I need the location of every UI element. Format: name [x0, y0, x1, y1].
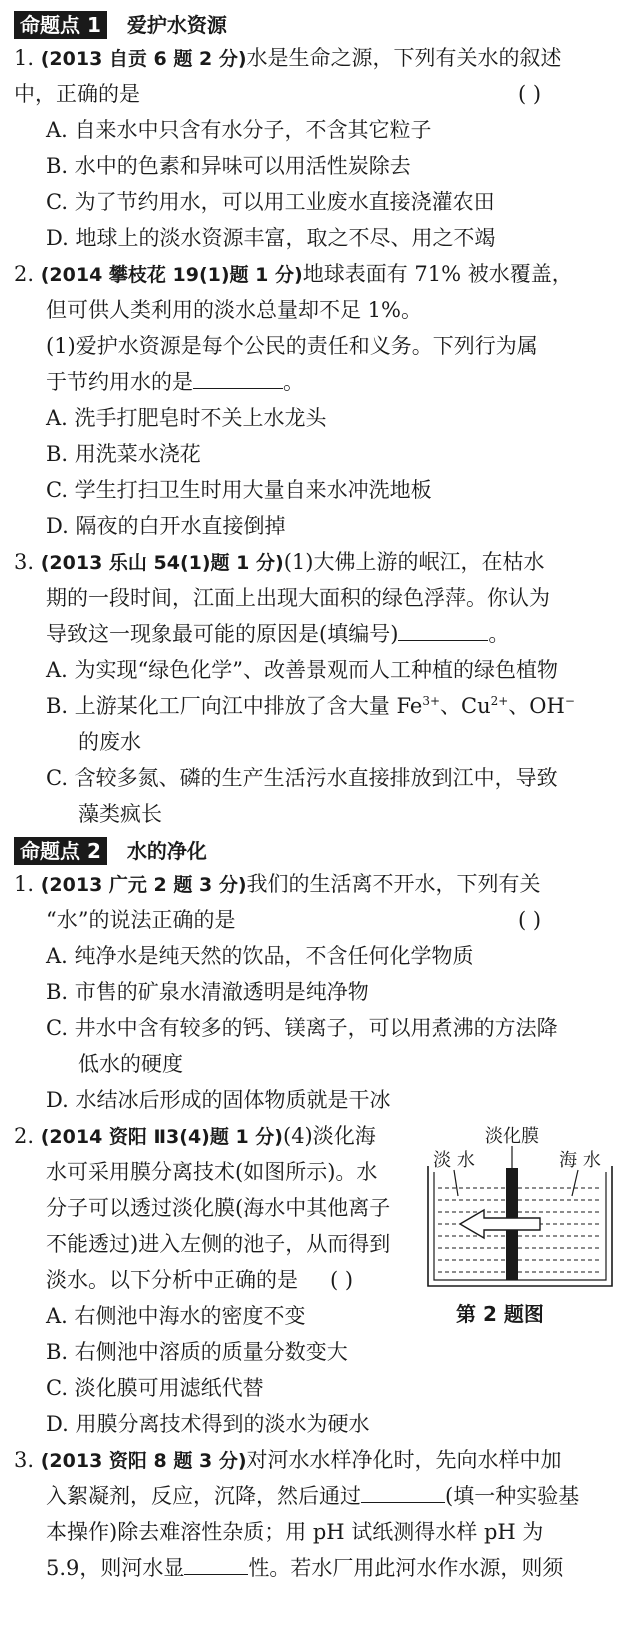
- answer-parentheses: ( ): [330, 1268, 354, 1292]
- question-source: (2014 攀枝花 19(1)题 1 分): [40, 264, 303, 286]
- question-stem-line: 分子可以透过淡化膜(海水中其他离子: [46, 1196, 391, 1220]
- option-text: 、OH: [508, 694, 565, 718]
- question-stem: (1)大佛上游的岷江，在枯水: [283, 550, 545, 574]
- option-a: A. 洗手打肥皂时不关上水龙头: [46, 406, 327, 430]
- question-number: 1.: [14, 46, 35, 70]
- question-number: 3.: [14, 1448, 35, 1472]
- membrane-diagram-svg: [420, 1126, 620, 1291]
- question-stem-line: [14, 76, 140, 112]
- question-stem: 中，正确的是: [14, 82, 140, 106]
- question-stem: 地球表面有 71% 被水覆盖，: [302, 262, 573, 286]
- option-a: A. 为实现“绿色化学”、改善景观而人工种植的绿色植物: [46, 658, 558, 682]
- option-c-continued: 藻类疯长: [78, 802, 162, 826]
- question-stem: (4)淡化海: [283, 1124, 376, 1148]
- question-stem-line: [14, 866, 541, 902]
- section-badge: 命题点 2: [14, 837, 107, 865]
- option-d: D. 水结冰后形成的固体物质就是干冰: [46, 1088, 391, 1112]
- figure-label-fresh-water: 淡 水: [433, 1150, 475, 1171]
- question-source: (2013 乐山 54(1)题 1 分): [40, 552, 284, 574]
- option-d: D. 地球上的淡水资源丰富，取之不尽、用之不竭: [46, 226, 496, 250]
- ion-charge: 2+: [490, 694, 509, 708]
- question-stem-line: 但可供人类利用的淡水总量却不足 1%。: [46, 298, 422, 322]
- figure-label-membrane: 淡化膜: [485, 1126, 539, 1147]
- question-stem-line: [46, 1478, 579, 1514]
- option-a: A. 自来水中只含有水分子，不含其它粒子: [46, 118, 432, 142]
- leader-line: [572, 1170, 578, 1196]
- option-b-continued: 的废水: [78, 730, 141, 754]
- question-source: (2013 广元 2 题 3 分): [40, 874, 247, 896]
- option-c: C. 含较多氮、磷的生产生活污水直接排放到江中，导致: [46, 766, 558, 790]
- question-stem-line: 期的一段时间，江面上出现大面积的绿色浮萍。你认为: [46, 586, 550, 610]
- question-source: (2013 自贡 6 题 2 分): [40, 48, 247, 70]
- question-stem: 我们的生活离不开水，下列有关: [246, 872, 541, 896]
- section-header-1: [14, 8, 227, 38]
- question-stem-line: [14, 40, 562, 76]
- question-stem-line: [14, 1118, 376, 1154]
- section-header-2: [14, 834, 207, 864]
- question-stem-line: [14, 1442, 562, 1478]
- question-stem-line: 水可采用膜分离技术(如图所示)。水: [46, 1160, 378, 1184]
- answer-blank[interactable]: [193, 368, 283, 389]
- option-b: B. 水中的色素和异味可以用活性炭除去: [46, 154, 411, 178]
- question-stem-line: “水”的说法正确的是: [46, 908, 236, 932]
- question-stem-line: 不能透过)进入左侧的池子，从而得到: [46, 1232, 391, 1256]
- option-text: B. 上游某化工厂向江中排放了含大量 Fe: [46, 694, 423, 718]
- question-stem: 于节约用水的是: [46, 370, 193, 394]
- question-stem-line: (1)爱护水资源是每个公民的责任和义务。下列行为属: [46, 334, 538, 358]
- question-stem-line: [46, 364, 304, 400]
- question-stem-line: [46, 1550, 563, 1586]
- answer-blank[interactable]: [361, 1482, 445, 1503]
- question-stem-line: 本操作)除去难溶性杂质；用 pH 试纸测得水样 pH 为: [46, 1520, 544, 1544]
- figure-label-sea-water: 海 水: [559, 1150, 601, 1171]
- option-d: D. 隔夜的白开水直接倒掉: [46, 514, 286, 538]
- option-c-continued: 低水的硬度: [78, 1052, 183, 1076]
- question-stem: 。: [283, 370, 304, 394]
- question-stem: 。: [488, 622, 510, 646]
- question-source: (2014 资阳 Ⅱ3(4)题 1 分): [40, 1126, 283, 1148]
- ion-charge: 3+: [422, 694, 441, 708]
- option-a: A. 纯净水是纯天然的饮品，不含任何化学物质: [46, 944, 474, 968]
- arrow-left-icon: [460, 1210, 540, 1238]
- question-stem-line: [14, 544, 544, 580]
- answer-blank[interactable]: [184, 1554, 248, 1575]
- question-stem: 导致这一现象最可能的原因是(填编号): [46, 622, 399, 646]
- question-number: 2.: [14, 1124, 35, 1148]
- option-text: 、Cu: [440, 694, 491, 718]
- option-b: B. 用洗菜水浇花: [46, 442, 201, 466]
- option-a: A. 右侧池中海水的密度不变: [46, 1304, 306, 1328]
- option-b: [46, 688, 575, 724]
- answer-parentheses: ( ): [518, 908, 542, 932]
- option-c: C. 淡化膜可用滤纸代替: [46, 1376, 264, 1400]
- question-stem: 性。若水厂用此河水作水源，则须: [248, 1556, 564, 1580]
- question-number: 1.: [14, 872, 35, 896]
- answer-parentheses: ( ): [518, 82, 542, 106]
- option-b: B. 右侧池中溶质的质量分数变大: [46, 1340, 348, 1364]
- section-badge: 命题点 1: [14, 11, 107, 39]
- option-d: D. 用膜分离技术得到的淡水为硬水: [46, 1412, 370, 1436]
- question-stem-line: [14, 256, 573, 292]
- option-c: C. 井水中含有较多的钙、镁离子，可以用煮沸的方法降: [46, 1016, 558, 1040]
- leader-line: [454, 1170, 458, 1196]
- option-c: C. 为了节约用水，可以用工业废水直接浇灌农田: [46, 190, 495, 214]
- ion-charge: −: [564, 694, 575, 708]
- question-number: 3.: [14, 550, 35, 574]
- question-stem-line: 淡水。以下分析中正确的是: [46, 1268, 298, 1292]
- option-c: C. 学生打扫卫生时用大量自来水冲洗地板: [46, 478, 432, 502]
- section-title: 水的净化: [126, 838, 207, 863]
- question-stem: 水是生命之源，下列有关水的叙述: [246, 46, 562, 70]
- question-number: 2.: [14, 262, 35, 286]
- question-stem: 5.9，则河水显: [46, 1556, 185, 1580]
- option-b: B. 市售的矿泉水清澈透明是纯净物: [46, 980, 369, 1004]
- figure-caption: 第 2 题图: [456, 1302, 544, 1326]
- membrane-diagram: [420, 1126, 620, 1291]
- question-stem: 入絮凝剂，反应，沉降，然后通过: [46, 1484, 361, 1508]
- question-stem-line: [46, 616, 509, 652]
- question-stem: 对河水水样净化时，先向水样中加: [246, 1448, 562, 1472]
- question-stem: (填一种实验基: [445, 1484, 580, 1508]
- section-title: 爱护水资源: [126, 12, 227, 37]
- question-source: (2013 资阳 8 题 3 分): [40, 1450, 247, 1472]
- answer-blank[interactable]: [398, 620, 488, 641]
